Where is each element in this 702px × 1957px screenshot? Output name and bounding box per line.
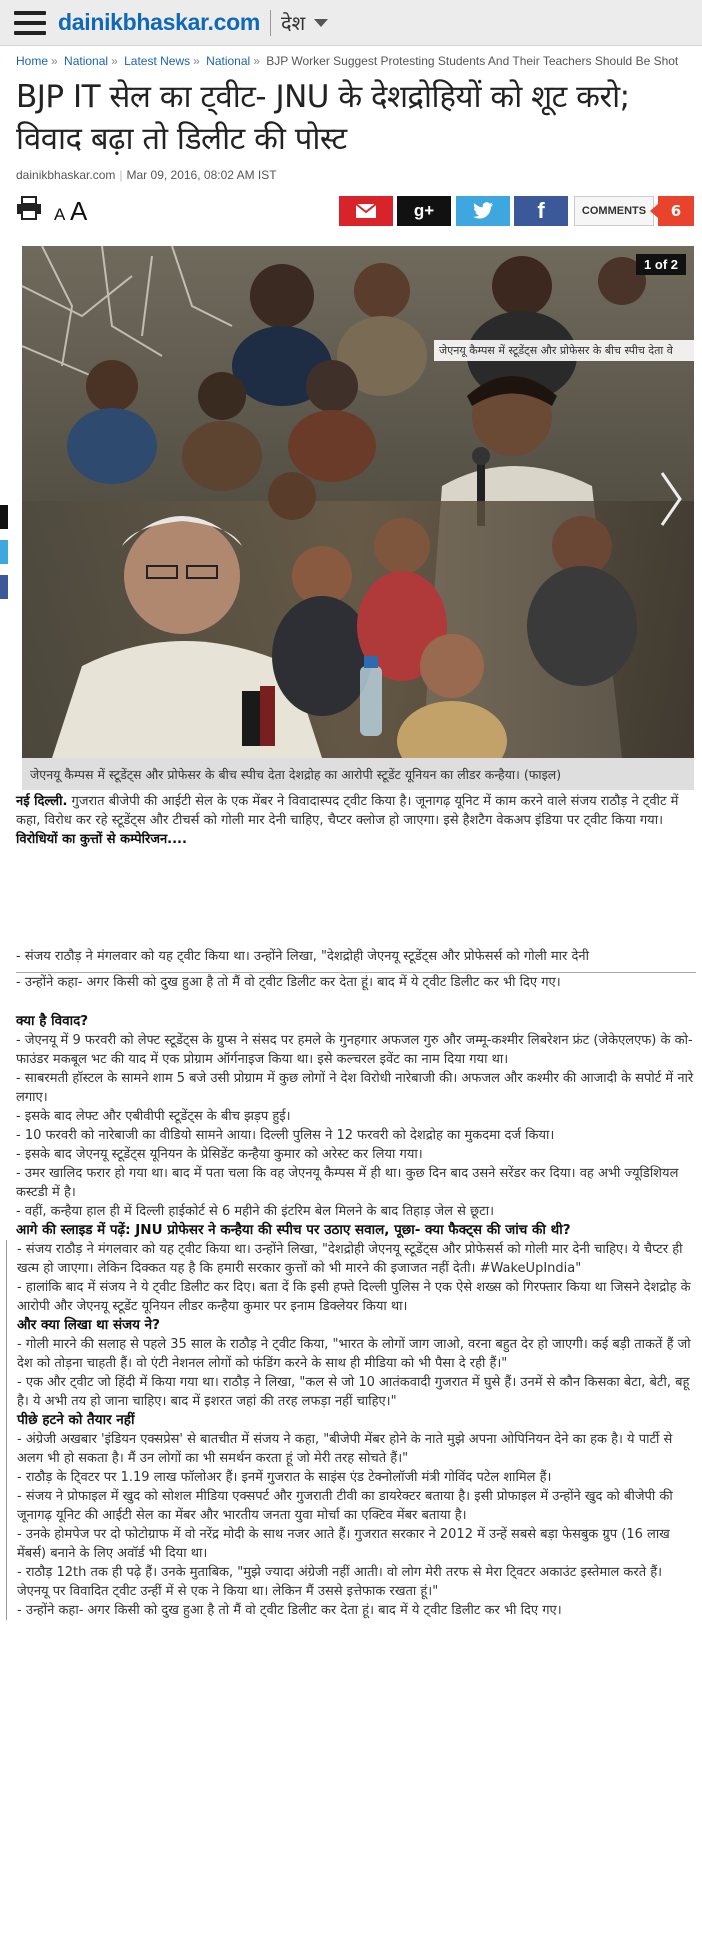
paragraph: - हालांकि बाद में संजय ने ये ट्वीट डिलीट कर दिए। बता दें कि इसी हफ्ते दिल्ली पुलिस ने एक ऐसे शख्स को गिरफ्तार किया था जिसने देशद्रोह के आरोपी और जेएनयू स्टूडेंट यूनियन लीडर कन्हैया कुमार पर इनाम डिक्लेयर किया था। [17,1280,691,1314]
paragraph: - 10 फरवरी को नारेबाजी का वीडियो सामने आया। दिल्ली पुलिस ने 12 फरवरी को देशद्रोह का मुकदमा दर्ज किया। [16,1128,555,1143]
paragraph: - संजय ने प्रोफाइल में खुद को सोशल मीडिया एक्सपर्ट और गुजराती टीवी का डायरेक्टर बताया है। इसी प्रोफाइल में उन्होंने खुद को बीजेपी की जूनागढ़ यूनिट की आईटी सेल का मेंबर और भारतीय जनता युवा मोर्चा का एक्टिव मेंबर बताया है। [17,1489,673,1523]
chevron-right-icon[interactable] [658,471,684,527]
side-share-strip-2[interactable] [0,540,8,564]
paragraph: - राठौड़ के टि्वटर पर 1.19 लाख फॉलोअर हैं। इनमें गुजरात के साइंस एंड टेक्नोलॉजी मंत्री गोविंद पटेल शामिल हैं। [17,1470,552,1485]
breadcrumb-home[interactable]: Home [16,54,49,68]
paragraph: - राठौड़ 12th तक ही पढ़े हैं। उनके मुताबिक, "मुझे ज्यादा अंग्रेजी नहीं आती। वो लोग मेरी तरफ से मेरा टि्वटर अकाउंट इस्तेमाल करते हैं। जेएनयू पर विवादित ट्वीट उन्हीं में से एक ने किया था। लेकिन मैं उससे इत्तेफाक रखता हूं।" [17,1565,663,1599]
side-share-strip-3[interactable] [0,575,8,599]
paragraph: - अंग्रेजी अखबार 'इंडियन एक्सप्रेस' से बातचीत में संजय ने कहा, "बीजेपी मेंबर होने के नाते मुझे अपना ओपिनियन देने का हक है। ये पार्टी से अलग भी हो सकता है। मैं उन लोगों का भी समर्थन करता हूं जो मेरी तरह सोचते हैं।" [17,1432,673,1466]
breadcrumb-national[interactable]: National [64,54,109,68]
paragraph: - जेएनयू में 9 फरवरी को लेफ्ट स्टूडेंट्स के ग्रुप्स ने संसद पर हमले के गुनहगार अफजल गुरु और जम्मू-कश्मीर लिबरेशन फ्रंट (जेकेएलएफ) के को-फाउंडर मकबूल भट की याद में एक प्रोग्राम ऑर्गनाइज किया था। इसे कल्चरल इवेंट का नाम दिया गया था। [16,1033,693,1067]
mail-icon [355,203,377,219]
section-dropdown[interactable] [281,9,328,36]
paragraph: - गोली मारने की सलाह से पहले 35 साल के राठौड़ ने ट्वीट किया, "भारत के लोगों जाग जाओ, वरना बहुत देर हो जाएगी। कई बड़ी ताकतें हैं जो देश को तोड़ना चाहती हैं। वो एंटी नेशनल लोगों को फंडिंग करने के साथ ही मीडिया को भी पैसा दे रही हैं।" [17,1337,691,1371]
slide-counter: 1 of 2 [636,254,686,275]
paragraph: - इसके बाद जेएनयू स्टूडेंट्स यूनियन के प्रेसिडेंट कन्हैया कुमार को अरेस्ट कर लिया गया। [16,1147,423,1162]
facebook-share-button[interactable] [514,196,568,226]
slide-caption: जेएनयू कैम्पस में स्टूडेंट्स और प्रोफेसर के बीच स्पीच देता देशद्रोह का आरोपी स्टूडेंट यूनियन का लीडर कन्हैया। (फाइल) [22,758,694,790]
twitter-share-button[interactable] [456,196,510,226]
article-toolbar [0,192,702,232]
paragraph: - उमर खालिद फरार हो गया था। बाद में पता चला कि वह जेएनयू कैम्पस में ही था। कुछ दिन बाद उसने सरेंडर कर दिया। वह अभी ज्यूडिशियल कस्टडी में है। [16,1166,679,1200]
facebook-icon: f [537,198,545,223]
breadcrumb-current: BJP Worker Suggest Protesting Students And Their Teachers Should Be Shot [266,54,679,68]
paragraph: - उनके होमपेज पर दो फोटोग्राफ में वो नरेंद्र मोदी के साथ नजर आते हैं। गुजरात सरकार ने 2012 में उन्हें सबसे बड़ा फेसबुक ग्रुप (16 लाख मेंबर्स) बनाने के लिए अवॉर्ड भी दिया था। [17,1527,670,1561]
lead-highlight: विरोधियों का कुत्तों से कम्पेरिजन.... [16,832,187,847]
paragraph: - संजय राठौड़ ने मंगलवार को यह ट्वीट किया था। उन्होंने लिखा, "देशद्रोही जेएनयू स्टूडेंट्स और प्रोफेसर्स को गोली मार देनी चाहिए। ये चैप्टर ही खत्म हो जाएगा। लेकिन दिक्कत यह है कि हमारी सरकार कुत्तों को भी मारने की इजाजत नहीं देती। #WakeUpIndia" [17,1242,683,1276]
email-share-button[interactable] [339,196,393,226]
page-title: BJP IT सेल का ट्वीट- JNU के देशद्रोहियों को शूट करो; विवाद बढ़ा तो डिलीट की पोस्ट [16,79,630,157]
slide-2-text [6,1240,702,1620]
font-increase-button[interactable]: A [70,196,88,226]
breadcrumb: Home » National » Latest News » National » BJP Worker Suggest Protesting Students And Their Teachers Should Be Shot [16,54,679,68]
side-share-strip-1[interactable] [0,505,8,529]
dateline: नई दिल्ली. [16,794,68,809]
paragraph: - इसके बाद लेफ्ट और एबीवीपी स्टूडेंट्स के बीच झड़प हुई। [16,1109,291,1124]
tweet-quote-line: - संजय राठौड़ ने मंगलवार को यह ट्वीट किया था। उन्होंने लिखा, "देशद्रोही जेएनयू स्टूडेंट्स और प्रोफेसर्स को गोली मार देनी [16,947,696,973]
news-photo [22,246,694,758]
next-slide-link[interactable]: आगे की स्लाइड में पढ़ें: JNU प्रोफेसर ने कन्हैया की स्पीच पर उठाए सवाल, पूछा- क्या फैक्ट्स की जांच की थी? [16,1222,571,1238]
paragraph: - साबरमती हॉस्टल के सामने शाम 5 बजे उसी प्रोग्राम में कुछ लोगों ने देश विरोधी नारेबाजी की। अफजल और कश्मीर की आजादी के सपोर्ट में नारे लगाए। [16,1071,694,1105]
gplus-icon: g+ [413,201,435,220]
chevron-down-icon [314,19,328,27]
paragraph: - उन्होंने कहा- अगर किसी को दुख हुआ है तो मैं वो ट्वीट डिलीट कर देता हूं। बाद में ये ट्वीट डिलीट कर भी दिए गए। [16,975,561,990]
site-logo[interactable]: dainikbhaskar.com [58,9,261,35]
breadcrumb-national-2[interactable]: National [206,54,251,68]
section-label: देश [281,11,306,35]
article-source: dainikbhaskar.com [16,168,116,182]
embedded-tweet-area [16,849,696,947]
subheading-what-wrote: और क्या लिखा था संजय ने? [17,1317,160,1333]
top-bar [0,0,702,46]
slide-overlay-caption: जेएनयू कैम्पस में स्टूडेंट्स और प्रोफेसर के बीच स्पीच देता वे [434,340,694,361]
gplus-share-button[interactable] [397,196,451,226]
comments-button[interactable]: COMMENTS [574,196,654,226]
comments-count-badge[interactable]: 6 [658,196,694,226]
print-icon[interactable] [16,196,42,220]
subheading-not-backing-down: पीछे हटने को तैयार नहीं [17,1412,135,1428]
breadcrumb-latest-news[interactable]: Latest News [124,54,191,68]
article-date: Mar 09, 2016, 08:02 AM IST [126,168,277,182]
subheading-controversy: क्या है विवाद? [16,1013,89,1029]
paragraph: - उन्होंने कहा- अगर किसी को दुख हुआ है तो मैं वो ट्वीट डिलीट कर देता हूं। बाद में ये ट्वीट डिलीट कर भी दिए गए। [17,1603,562,1618]
menu-icon[interactable] [14,11,46,35]
article-lead: नई दिल्ली. गुजरात बीजेपी की आईटी सेल के एक मेंबर ने विवादास्पद ट्वीट किया है। जूनागढ़ यूनिट में काम करने वाले संजय राठौड़ ने ट्वीट में कहा, विरोध कर रहे स्टूडेंट्स और टीचर्स को गोली मार देनी चाहिए, चैप्टर क्लोज हो जाएगा। इसे हैशटैग वेकअप इंडिया पर ट्वीट किया गया। विरोधियों का कुत्तों से कम्पेरिजन.... [16,794,679,847]
twitter-icon [472,202,494,220]
photo-slideshow[interactable] [22,246,694,790]
paragraph: - एक और ट्वीट जो हिंदी में किया गया था। राठौड़ ने लिखा, "कल से जो 10 आतंकवादी गुजरात में घुसे हैं। उनमें से कौन किसका बेटा, बेटी, बहू है। ये अभी तय हो जाना चाहिए। बाद में इशरत जहां की तरह लफड़ा नहीं चाहिए।" [17,1375,690,1409]
header-divider [270,10,271,36]
article-meta: dainikbhaskar.com | Mar 09, 2016, 08:02 AM IST [16,168,277,182]
paragraph: - वहीं, कन्हैया हाल ही में दिल्ली हाईकोर्ट से 6 महीने की इंटरिम बेल मिलने के बाद तिहाड़ जेल से छूटा। [16,1204,495,1219]
font-decrease-button[interactable]: A [54,205,66,224]
article-body [16,792,696,1620]
